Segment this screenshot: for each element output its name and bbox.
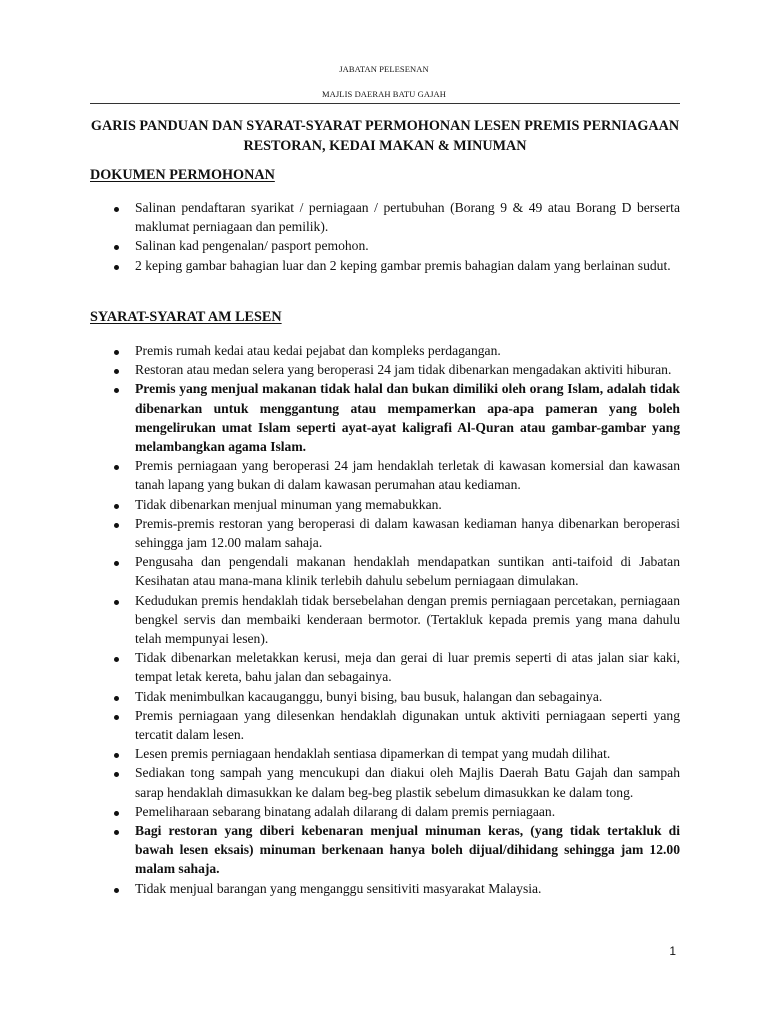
list-item xyxy=(90,360,680,379)
list-item xyxy=(90,879,680,898)
bullet-icon xyxy=(114,830,119,835)
list-item xyxy=(90,495,680,514)
syarat-am-lesen-list xyxy=(90,341,680,898)
list-item-text: Premis perniagaan yang beroperasi 24 jam hendaklah terletak di kawasan komersial dan kawasan tanah lapang yang bukan di dalam kawasan perumahan atau kediaman. xyxy=(135,458,680,493)
section-heading-syarat-am-lesen: SYARAT-SYARAT AM LESEN xyxy=(90,309,282,325)
bullet-icon xyxy=(114,504,119,509)
list-item xyxy=(90,236,680,255)
list-item xyxy=(90,198,680,236)
list-item-text: Tidak menimbulkan kacauganggu, bunyi bising, bau busuk, halangan dan sebagainya. xyxy=(135,688,603,704)
bullet-icon xyxy=(114,369,119,374)
dokumen-permohonan-list xyxy=(90,198,680,275)
bullet-icon xyxy=(114,465,119,470)
header-council: MAJLIS DAERAH BATU GAJAH xyxy=(321,89,446,99)
list-item-text: 2 keping gambar bahagian luar dan 2 keping gambar premis bahagian dalam yang berlainan sudut. xyxy=(135,257,671,273)
bullet-icon xyxy=(114,811,119,816)
document-title xyxy=(90,116,680,156)
bullet-icon xyxy=(114,561,119,566)
page-number: 1 xyxy=(669,944,676,958)
section-heading-dokumen-permohonan: DOKUMEN PERMOHONAN xyxy=(90,167,275,183)
bullet-icon xyxy=(114,523,119,528)
bullet-icon xyxy=(114,715,119,720)
list-item-text: Pengusaha dan pengendali makanan hendaklah mendapatkan suntikan anti-taifoid di Jabatan Kesihatan atau mana-mana klinik terlebih dahulu sebelum perniagaan dimulakan. xyxy=(135,554,680,589)
list-item-text: Tidak dibenarkan meletakkan kerusi, meja dan gerai di luar premis seperti di atas jalan siar kaki, tempat letak kereta, bahu jalan dan sebagainya. xyxy=(135,650,680,685)
bullet-icon xyxy=(114,245,119,250)
bullet-icon xyxy=(114,265,119,270)
list-item-text: Salinan kad pengenalan/ pasport pemohon. xyxy=(135,238,369,254)
list-item-text: Sediakan tong sampah yang mencukupi dan diakui oleh Majlis Daerah Batu Gajah dan sampah sarap hendaklah dimasukkan ke dalam beg-beg plastik sebelum dimasukkan ke dalam tong. xyxy=(135,765,680,800)
list-item-text: Tidak menjual barangan yang menganggu sensitiviti masyarakat Malaysia. xyxy=(135,880,542,896)
list-item xyxy=(90,341,680,360)
document-title-line-1: GARIS PANDUAN DAN SYARAT-SYARAT PERMOHONAN LESEN PREMIS PERNIAGAAN xyxy=(90,118,680,134)
list-item xyxy=(90,456,680,494)
list-item-text: Premis rumah kedai atau kedai pejabat dan kompleks perdagangan. xyxy=(135,343,501,358)
list-item xyxy=(90,591,680,649)
document-title-line-2: RESTORAN, KEDAI MAKAN & MINUMAN xyxy=(243,138,527,154)
list-item xyxy=(90,648,680,686)
list-item xyxy=(90,821,680,879)
list-item xyxy=(90,256,680,275)
bullet-icon xyxy=(114,772,119,777)
header-divider xyxy=(90,103,680,104)
bullet-icon xyxy=(114,888,119,893)
bullet-icon xyxy=(114,696,119,701)
bullet-icon xyxy=(114,207,119,212)
list-item-text: Premis-premis restoran yang beroperasi di dalam kawasan kediaman hanya dibenarkan beroperasi sehingga jam 12.00 malam sahaja. xyxy=(135,515,680,551)
list-item xyxy=(90,802,680,821)
list-item-text: Premis perniagaan yang dilesenkan hendaklah digunakan untuk aktiviti perniagaan seperti yang tercatit dalam lesen. xyxy=(135,707,680,743)
list-item xyxy=(90,706,680,744)
list-item-text: Restoran atau medan selera yang beroperasi 24 jam tidak dibenarkan mengadakan aktiviti hiburan. xyxy=(135,362,672,378)
list-item-text: Bagi restoran yang diberi kebenaran menjual minuman keras, (yang tidak tertakluk di bawah lesen eksais) minuman berkenaan hanya boleh dijual/dihidang sehingga jam 12.00 malam sahaja. xyxy=(135,823,680,877)
list-item-text: Pemeliharaan sebarang binatang adalah dilarang di dalam premis perniagaan. xyxy=(135,803,556,819)
bullet-icon xyxy=(114,350,119,355)
list-item xyxy=(90,763,680,801)
list-item-text: Salinan pendaftaran syarikat / perniagaan / pertubuhan (Borang 9 & 49 atau Borang D berserta maklumat perniagaan dan pemilik). xyxy=(135,200,680,235)
list-item xyxy=(90,379,680,456)
list-item xyxy=(90,514,680,552)
list-item xyxy=(90,552,680,590)
header-department: JABATAN PELESENAN xyxy=(339,64,429,74)
list-item xyxy=(90,744,680,763)
bullet-icon xyxy=(114,753,119,758)
bullet-icon xyxy=(114,657,119,662)
list-item-text: Lesen premis perniagaan hendaklah sentiasa dipamerkan di tempat yang mudah dilihat. xyxy=(135,746,611,762)
list-item-text: Premis yang menjual makanan tidak halal dan bukan dimiliki oleh orang Islam, adalah tidak dibenarkan untuk menggantung atau mempamerkan apa-apa pameran yang boleh mengelirukan umat Islam seperti ayat-ayat kaligrafi Al-Quran atau gambar-gambar yang melambangkan agama Islam. xyxy=(135,381,680,455)
list-item-text: Kedudukan premis hendaklah tidak bersebelahan dengan premis perniagaan percetakan, perniagaan bengkel servis dan membaiki kenderaan bermotor. (Tertakluk kepada premis yang mana dahulu telah mempunyai lesen). xyxy=(135,592,680,647)
bullet-icon xyxy=(114,388,119,393)
list-item-text: Tidak dibenarkan menjual minuman yang memabukkan. xyxy=(135,496,442,512)
bullet-icon xyxy=(114,600,119,605)
list-item xyxy=(90,687,680,706)
